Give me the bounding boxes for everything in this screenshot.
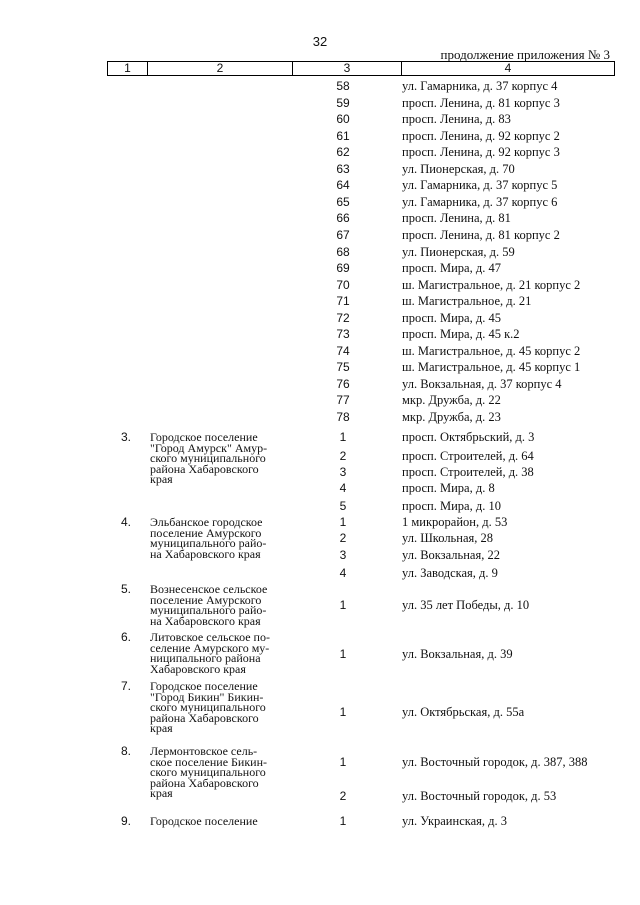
row-address: ул. Гамарника, д. 37 корпус 4 bbox=[402, 79, 558, 93]
row-number: 1 bbox=[339, 430, 347, 444]
row-address: мкр. Дружба, д. 23 bbox=[402, 410, 501, 424]
row-address: ул. 35 лет Победы, д. 10 bbox=[402, 598, 530, 612]
row-number: 58 bbox=[336, 79, 350, 93]
settlement-name-line: ского муниципального bbox=[150, 451, 266, 465]
page-number: 32 bbox=[312, 34, 328, 49]
settlement-name-line: Литовское сельское по- bbox=[150, 630, 270, 644]
settlement-name-line: района Хабаровского bbox=[150, 461, 259, 476]
row-number: 4 bbox=[339, 566, 347, 580]
row-address: ул. Пионерская, д. 70 bbox=[402, 161, 515, 176]
settlement-name-line: Эльбанское городское bbox=[150, 515, 263, 529]
row-number: 66 bbox=[336, 211, 350, 226]
settlement-name-line: района Хабаровского bbox=[150, 775, 259, 790]
settlement-name-line: поселение Амурского bbox=[150, 592, 262, 607]
row-address: ш. Магистральное, д. 21 корпус 2 bbox=[402, 277, 581, 292]
row-address: 1 микрорайон, д. 53 bbox=[402, 515, 508, 529]
row-address: просп. Строителей, д. 38 bbox=[402, 465, 534, 479]
row-address: просп. Мира, д. 45 к.2 bbox=[402, 327, 520, 342]
settlement-name-line: на Хабаровского края bbox=[150, 546, 261, 561]
row-number: 70 bbox=[336, 277, 350, 292]
settlement-name-line: ниципального района bbox=[150, 651, 261, 665]
group-index: 6. bbox=[121, 630, 132, 644]
row-number: 1 bbox=[339, 705, 347, 719]
row-address: ул. Заводская, д. 9 bbox=[402, 566, 498, 580]
header-col-3: 3 bbox=[292, 62, 401, 75]
row-number: 65 bbox=[336, 194, 350, 209]
row-address: ул. Гамарника, д. 37 корпус 5 bbox=[402, 178, 558, 193]
settlement-name-line: Вознесенское сельское bbox=[150, 582, 268, 596]
group-index: 3. bbox=[121, 430, 132, 444]
row-number: 73 bbox=[336, 327, 350, 342]
group-index: 5. bbox=[121, 582, 132, 596]
row-number: 71 bbox=[336, 294, 350, 309]
row-number: 62 bbox=[336, 145, 350, 160]
group-index: 7. bbox=[121, 679, 132, 693]
settlement-name-line: ского муниципального bbox=[150, 765, 266, 779]
settlement-name-line: Городское поселение bbox=[150, 814, 258, 828]
settlement-name-line: края bbox=[150, 721, 173, 735]
row-number: 64 bbox=[336, 178, 350, 193]
settlement-name bbox=[150, 681, 290, 734]
settlement-name-line: ского муниципального bbox=[150, 700, 266, 714]
settlement-name-line: Городское поселение bbox=[150, 679, 258, 693]
settlement-name bbox=[150, 517, 290, 559]
row-number: 75 bbox=[336, 360, 350, 375]
row-number: 2 bbox=[339, 789, 347, 803]
settlement-name-line: ское поселение Бикин- bbox=[150, 754, 268, 769]
settlement-name-line: "Город Амурск" Амур- bbox=[150, 440, 268, 455]
row-address: ул. Октябрьская, д. 55а bbox=[402, 705, 525, 719]
row-address: ш. Магистральное, д. 21 bbox=[402, 294, 532, 309]
settlement-name-line: муниципального райо- bbox=[150, 603, 267, 617]
row-number: 1 bbox=[339, 515, 347, 529]
row-number: 63 bbox=[336, 161, 350, 176]
row-address: ул. Украинская, д. 3 bbox=[402, 814, 508, 828]
group-index: 8. bbox=[121, 744, 132, 758]
settlement-name bbox=[150, 816, 290, 827]
row-number: 60 bbox=[336, 112, 350, 127]
row-address: просп. Мира, д. 8 bbox=[402, 481, 495, 495]
header-col-4: 4 bbox=[401, 62, 614, 75]
row-address: просп. Мира, д. 45 bbox=[402, 310, 501, 325]
row-number: 1 bbox=[339, 755, 347, 769]
settlement-name-line: "Город Бикин" Бикин- bbox=[150, 689, 264, 704]
row-number: 67 bbox=[336, 227, 350, 242]
row-address: просп. Ленина, д. 92 корпус 3 bbox=[402, 145, 560, 160]
row-number: 2 bbox=[339, 449, 347, 463]
settlement-name-line: селение Амурского му- bbox=[150, 640, 270, 655]
header-col-2: 2 bbox=[147, 62, 292, 75]
settlement-name-line: края bbox=[150, 786, 173, 800]
settlement-name-line: Городское поселение bbox=[150, 430, 258, 444]
row-address: ул. Вокзальная, 22 bbox=[402, 548, 500, 562]
row-number: 4 bbox=[339, 481, 347, 495]
row-number: 69 bbox=[336, 261, 350, 276]
row-number: 5 bbox=[339, 499, 347, 513]
settlement-name-line: на Хабаровского края bbox=[150, 613, 261, 628]
settlement-name bbox=[150, 632, 290, 674]
row-number: 3 bbox=[339, 548, 347, 562]
row-address: ул. Гамарника, д. 37 корпус 6 bbox=[402, 194, 558, 209]
row-address: ул. Школьная, 28 bbox=[402, 531, 493, 545]
settlement-name bbox=[150, 746, 290, 799]
row-address: ш. Магистральное, д. 45 корпус 2 bbox=[402, 343, 581, 358]
settlement-name-line: края bbox=[150, 472, 173, 486]
row-address: просп. Мира, д. 47 bbox=[402, 261, 501, 276]
group-index: 4. bbox=[121, 515, 132, 529]
row-address: ул. Вокзальная, д. 37 корпус 4 bbox=[402, 376, 562, 391]
row-number: 1 bbox=[339, 814, 347, 828]
row-address: просп. Мира, д. 10 bbox=[402, 499, 501, 513]
row-address: просп. Строителей, д. 64 bbox=[402, 449, 534, 463]
row-address: просп. Ленина, д. 81 корпус 2 bbox=[402, 227, 560, 242]
row-number: 78 bbox=[336, 410, 350, 424]
settlement-name bbox=[150, 432, 290, 485]
group-index: 9. bbox=[121, 814, 132, 828]
settlement-name-line: Хабаровского края bbox=[150, 661, 246, 676]
row-number: 2 bbox=[339, 531, 347, 545]
row-number: 3 bbox=[339, 465, 347, 479]
settlement-name-line: Лермонтовское сель- bbox=[150, 744, 258, 758]
row-address: ул. Восточный городок, д. 53 bbox=[402, 789, 557, 803]
appendix-subtitle: продолжение приложения № 3 bbox=[440, 47, 610, 62]
settlement-name-line: муниципального райо- bbox=[150, 536, 267, 550]
row-number: 68 bbox=[336, 244, 350, 259]
settlement-name bbox=[150, 584, 290, 626]
settlement-name-line: района Хабаровского bbox=[150, 710, 259, 725]
header-col-1: 1 bbox=[124, 61, 131, 75]
settlement-name-line: поселение Амурского bbox=[150, 525, 262, 540]
row-address: просп. Ленина, д. 92 корпус 2 bbox=[402, 128, 560, 143]
row-address: просп. Ленина, д. 81 bbox=[402, 211, 511, 226]
row-address: ш. Магистральное, д. 45 корпус 1 bbox=[402, 360, 581, 375]
row-address: ул. Восточный городок, д. 387, 388 bbox=[402, 755, 588, 769]
row-number: 74 bbox=[336, 343, 350, 358]
row-number: 1 bbox=[339, 598, 347, 612]
table-header bbox=[107, 61, 615, 76]
row-number: 77 bbox=[336, 393, 350, 408]
row-number: 76 bbox=[336, 376, 350, 391]
row-address: ул. Пионерская, д. 59 bbox=[402, 244, 515, 259]
row-number: 61 bbox=[336, 128, 350, 143]
row-number: 72 bbox=[336, 310, 350, 325]
row-address: просп. Ленина, д. 83 bbox=[402, 112, 511, 127]
row-address: мкр. Дружба, д. 22 bbox=[402, 393, 501, 408]
row-number: 59 bbox=[336, 95, 350, 110]
row-address: ул. Вокзальная, д. 39 bbox=[402, 647, 513, 661]
row-address: просп. Октябрьский, д. 3 bbox=[402, 430, 535, 444]
row-number: 1 bbox=[339, 647, 347, 661]
row-address: просп. Ленина, д. 81 корпус 3 bbox=[402, 95, 560, 110]
